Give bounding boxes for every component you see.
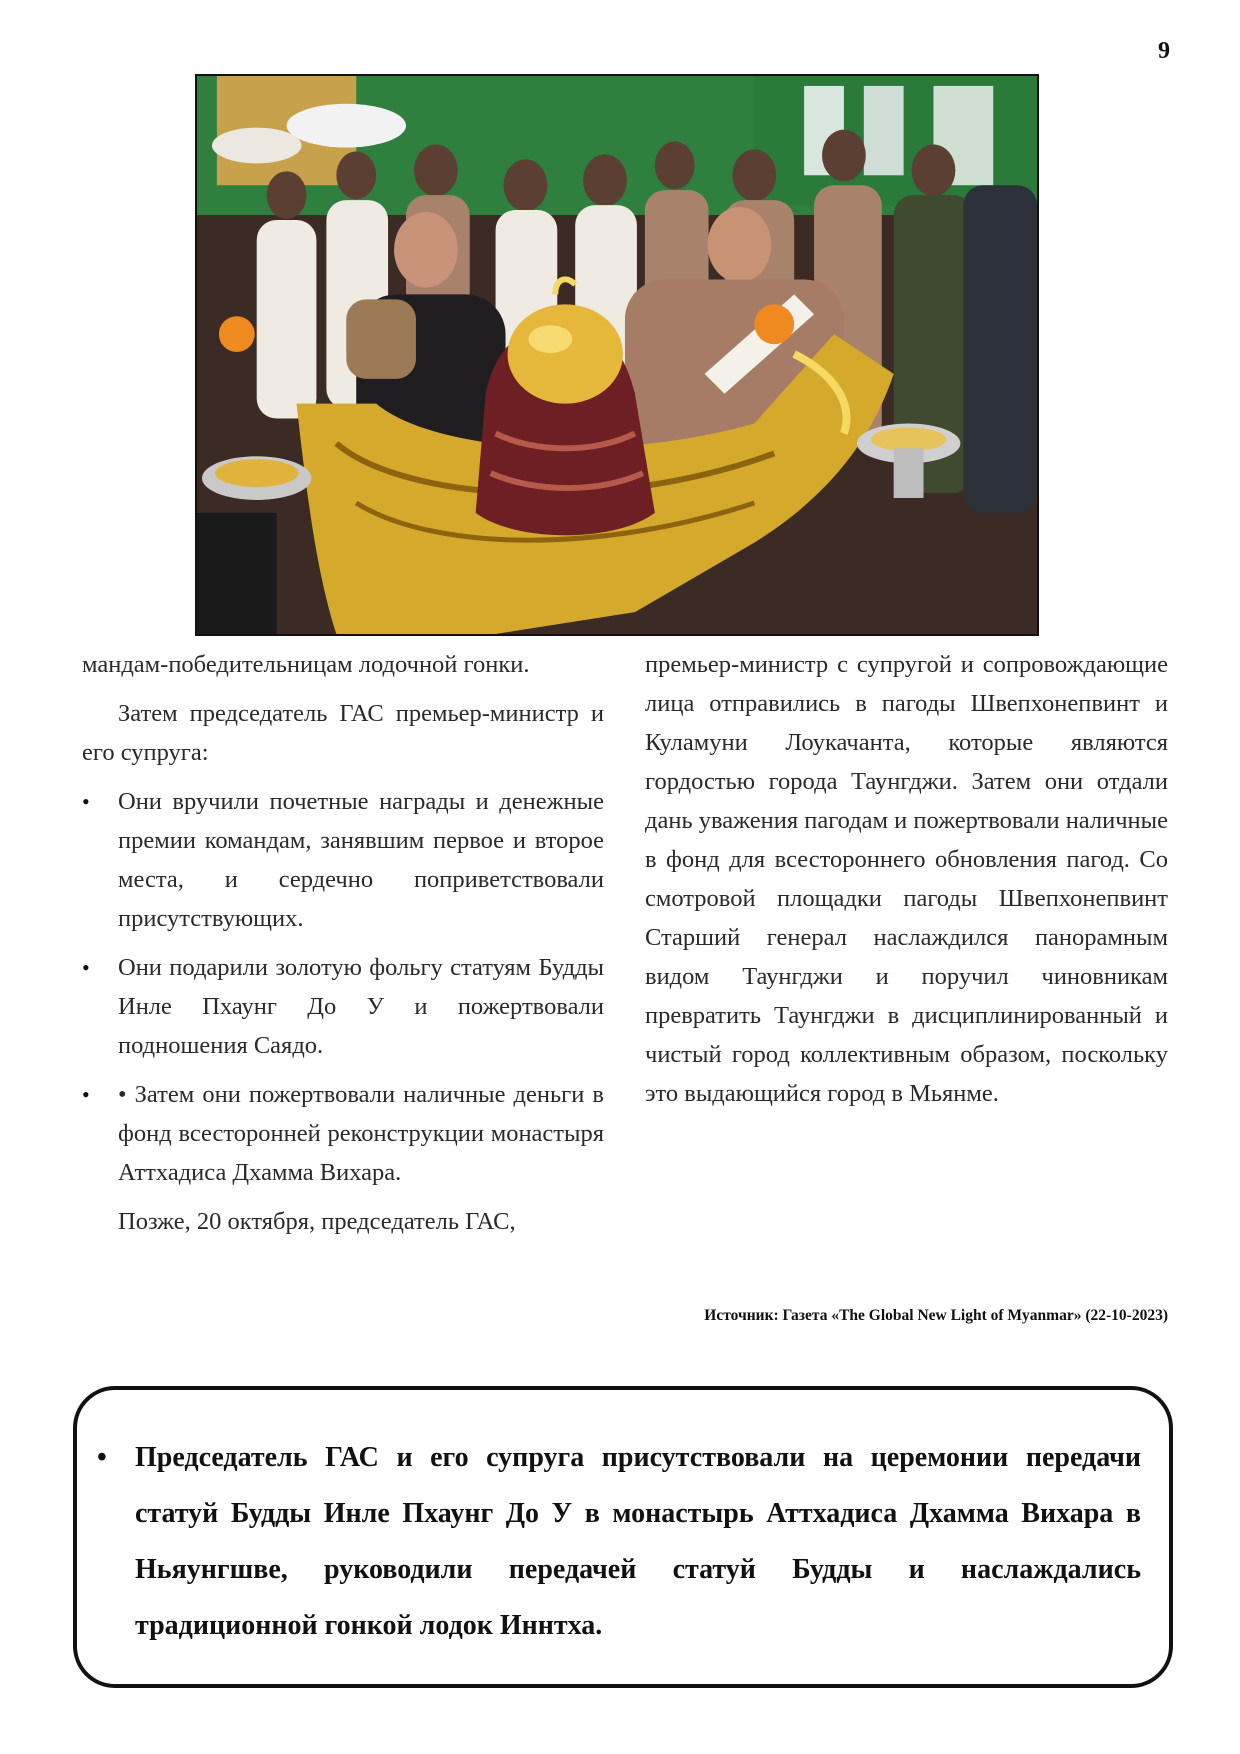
page-number: 9 [1158,38,1170,64]
list-item: • Они вручили почетные награды и денежные премии командам, занявшим первое и второе места, и сердечно поприветствовали присутствующих. [82,782,604,938]
summary-text: • Председатель ГАС и его супруга присутствовали на церемонии передачи статуй Будды Инле Пхаунг До У в монастырь Аттхадиса Дхамма Вихара в Ньяунгшве, руководили передачей статуй Будды и наслаждались традиционной гонкой лодок Иннтха. [135,1430,1141,1654]
ceremony-photo [195,74,1039,636]
list-item: • • Затем они пожертвовали наличные деньги в фонд всесторонней реконструкции монастыря Аттхадиса Дхамма Вихара. [82,1075,604,1192]
left-column [82,645,604,1251]
right-paragraph-1: премьер-министр с супругой и сопровождающие лица отправились в пагоды Швепхонепвинт и Куламуни Лоукачанта, которые являются гордостью города Таунгджи. Затем они отдали дань уважения пагодам и пожертвовали наличные в фонд для всестороннего обновления пагод. Со смотровой площадки пагоды Швепхонепвинт Старший генерал наслаждился панорамным видом Таунгджи и поручил чиновникам превратить Таунгджи в дисциплинированный и чистый город коллективным образом, поскольку это выдающийся город в Мьянме. [645,651,1169,1107]
ceremony-photo-illustration [197,76,1037,634]
actions-list [82,782,604,1192]
left-paragraph-2: Затем председатель ГАС премьер-министр и его супруга: [82,700,604,766]
list-item: • Они подарили золотую фольгу статуям Будды Инле Пхаунг До У и пожертвовали подношения Саядо. [82,948,604,1065]
source-citation: Источник: Газета «The Global New Light of Myanmar» (22-10-2023) [704,1307,1168,1324]
left-paragraph-1: мандам-победительницам лодочной гонки. [82,651,530,678]
right-column [645,645,1168,1123]
summary-box [73,1386,1173,1688]
left-paragraph-3: Позже, 20 октября, председатель ГАС, [118,1208,516,1235]
